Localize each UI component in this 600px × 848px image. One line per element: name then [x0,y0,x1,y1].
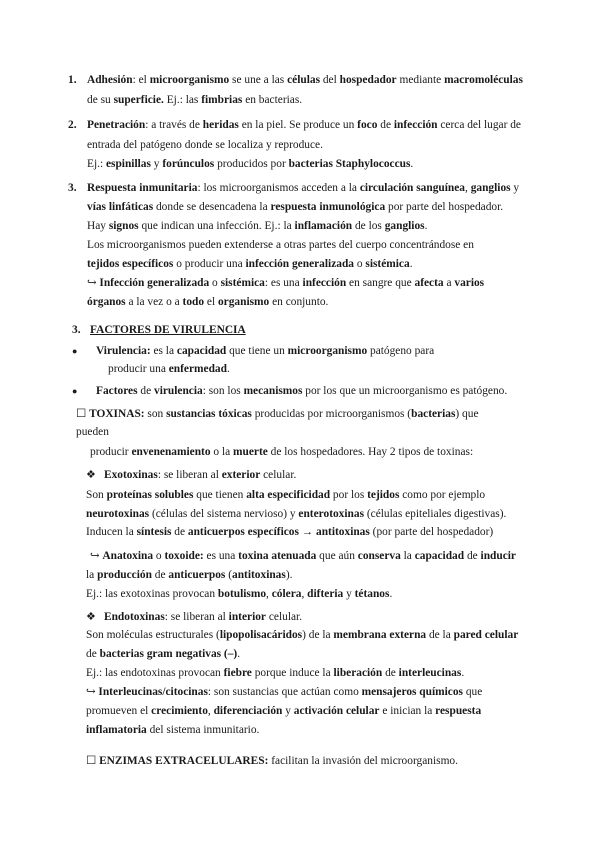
checkbox-icon: ☐ [76,408,87,420]
paragraph-line: Hay signos que indican una infección. Ej.: la inflamación de los ganglios. [87,220,428,232]
section-number: 3. [72,324,81,336]
paragraph-line: Ej.: espinillas y forúnculos producidos por bacterias Staphylococcus. [87,158,414,170]
paragraph-line: ☐ ENZIMAS EXTRACELULARES: facilitan la invasión del microorganismo. [86,755,458,767]
paragraph-line: tejidos específicos o producir una infección generalizada o sistémica. [87,258,413,270]
paragraph-line: Virulencia: es la capacidad que tiene un microorganismo patógeno para [96,345,435,357]
paragraph-line: Penetración: a través de heridas en la piel. Se produce un foco de infección cerca del lugar de [87,119,521,131]
arrow-icon: ↪ [86,686,99,698]
checkbox-icon: ☐ [86,755,97,767]
paragraph-line: promueven el crecimiento, diferenciación y activación celular e inician la respuesta [86,705,482,717]
paragraph-line: ↪ Interleucinas/citocinas: son sustancias que actúan como mensajeros químicos que [86,686,483,698]
paragraph-line: Inducen la síntesis de anticuerpos específicos → antitoxinas (por parte del hospedador) [86,526,494,538]
paragraph-line: órganos a la vez o a todo el organismo en conjunto. [87,296,329,308]
paragraph-line: Endotoxinas: se liberan al interior celular. [104,611,303,623]
paragraph-line: Ej.: las exotoxinas provocan botulismo, cólera, difteria y tétanos. [86,588,393,600]
paragraph-line: la producción de anticuerpos (antitoxinas). [86,569,293,581]
list-number: 3. [68,182,77,194]
diamond-bullet-icon: ❖ [86,469,96,481]
paragraph-line: ☐ TOXINAS: son sustancias tóxicas producidas por microorganismos (bacterias) que [76,408,479,420]
paragraph-line: de su superficie. Ej.: las fimbrias en bacterias. [87,94,303,106]
diamond-bullet-icon: ❖ [86,611,96,623]
paragraph-line: Factores de virulencia: son los mecanismos por los que un microorganismo es patógeno. [96,385,508,397]
paragraph-line: inflamatoria del sistema inmunitario. [86,724,260,736]
list-number: 2. [68,119,77,131]
paragraph-line: Los microorganismos pueden extenderse a otras partes del cuerpo concentrándose en [87,239,474,251]
bullet-icon: ● [72,386,78,396]
paragraph-line: producir una enfermedad. [108,363,230,375]
paragraph-line: ↪ Anatoxina o toxoide: es una toxina atenuada que aún conserva la capacidad de inducir [90,550,516,562]
paragraph-line: vías linfáticas donde se desencadena la respuesta inmunológica por parte del hospedador. [87,201,504,213]
list-number: 1. [68,74,77,86]
arrow-icon: ↪ [90,550,103,562]
paragraph-line: de bacterias gram negativas (–). [86,648,241,660]
paragraph-line: Exotoxinas: se liberan al exterior celular. [104,469,297,481]
paragraph-line: pueden [76,426,109,438]
paragraph-line: ↪ Infección generalizada o sistémica: es una infección en sangre que afecta a varios [87,277,485,289]
paragraph-line: Adhesión: el microorganismo se une a las células del hospedador mediante macromoléculas [87,74,523,86]
arrow-icon: ↪ [87,277,100,289]
paragraph-line: Respuesta inmunitaria: los microorganismos acceden a la circulación sanguínea, ganglios y [87,182,520,194]
bullet-icon: ● [72,346,78,356]
paragraph-line: Son moléculas estructurales (lipopolisacáridos) de la membrana externa de la pared celular [86,629,519,641]
paragraph-line: entrada del patógeno donde se localiza y reproduce. [87,139,323,151]
paragraph-line: Ej.: las endotoxinas provocan fiebre porque induce la liberación de interleucinas. [86,667,465,679]
paragraph-line: Son proteínas solubles que tienen alta especificidad por los tejidos como por ejemplo [86,489,486,501]
paragraph-line: producir envenenamiento o la muerte de los hospedadores. Hay 2 tipos de toxinas: [90,446,474,458]
section-heading: FACTORES DE VIRULENCIA [90,324,246,336]
paragraph-line: neurotoxinas (células del sistema nervioso) y enterotoxinas (células epiteliales digestivas). [86,508,507,520]
